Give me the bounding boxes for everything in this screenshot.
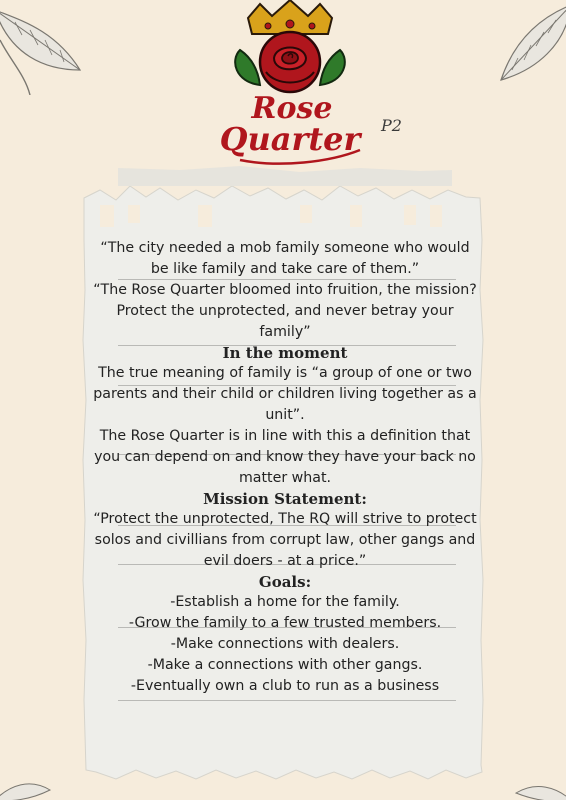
intro-quote-1: “The city needed a mob family someone who would be like family and take care of them.”	[100, 240, 470, 277]
goal-item: -Eventually own a club to run as a business	[130, 678, 440, 694]
document-body	[90, 238, 480, 697]
page-label: P2	[381, 116, 402, 135]
family-definition-paragraph: The true meaning of family is “a group of one or two parents and their child or children living together as a unit”.	[93, 365, 477, 423]
heading-in-the-moment: In the moment	[222, 344, 348, 362]
goal-item: -Make connections with dealers.	[170, 636, 400, 652]
heading-goals: Goals:	[258, 573, 312, 591]
logo-line-quarter: Quarter	[219, 120, 361, 158]
goal-item: -Establish a home for the family.	[170, 594, 400, 610]
goal-item: -Grow the family to a few trusted members.	[128, 615, 442, 631]
intro-quote-2: “The Rose Quarter bloomed into fruition, the mission? Protect the unprotected, and never betray your family”	[93, 282, 477, 340]
mission-statement-text: “Protect the unprotected, The RQ will strive to protect solos and civillians from corrupt law, other gangs and evil doers - at a price.”	[93, 511, 477, 569]
goal-item: -Make a connections with other gangs.	[147, 657, 423, 673]
rose-quarter-family-paragraph: The Rose Quarter is in line with this a definition that you can depend on and know they have your back no matter what.	[94, 428, 476, 486]
heading-mission-statement: Mission Statement:	[203, 490, 367, 508]
logo-line-rose: Rose	[251, 91, 333, 126]
